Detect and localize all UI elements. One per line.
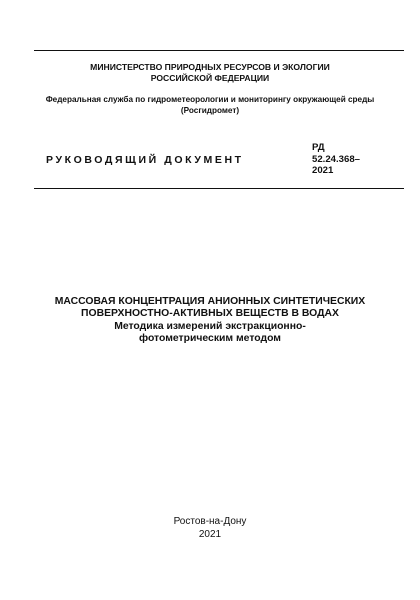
- service-line-1: Федеральная служба по гидрометеорологии и мониторингу окружающей среды: [45, 95, 375, 104]
- service-line-2: (Росгидромет): [180, 106, 240, 115]
- document-title: [0, 296, 420, 346]
- document-code-line-2: 52.24.368–: [312, 153, 361, 165]
- ministry-line-1: МИНИСТЕРСТВО ПРИРОДНЫХ РЕСУРСОВ И ЭКОЛОГИИ: [90, 62, 330, 72]
- document-code-line-1: РД: [312, 142, 325, 153]
- document-code-line-3: 2021: [312, 165, 334, 176]
- top-divider: [34, 50, 404, 51]
- middle-divider: [34, 188, 404, 189]
- service-name: [0, 94, 420, 116]
- title-line-2: ПОВЕРХНОСТНО-АКТИВНЫХ ВЕЩЕСТВ В ВОДАХ: [81, 308, 339, 320]
- document-code: [312, 142, 360, 177]
- title-line-1: МАССОВАЯ КОНЦЕНТРАЦИЯ АНИОННЫХ СИНТЕТИЧЕСКИХ: [54, 296, 366, 307]
- ministry-name: [0, 62, 420, 84]
- publication-city: Ростов-на-Дону: [173, 516, 247, 527]
- publication-year: 2021: [198, 529, 222, 540]
- ministry-line-2: РОССИЙСКОЙ ФЕДЕРАЦИИ: [150, 73, 270, 83]
- document-type-label: РУКОВОДЯЩИЙ ДОКУМЕНТ: [46, 154, 244, 166]
- title-line-4: фотометрическим методом: [139, 333, 281, 345]
- publication-place: [0, 515, 420, 541]
- title-line-3: Методика измерений экстракционно-: [114, 320, 306, 332]
